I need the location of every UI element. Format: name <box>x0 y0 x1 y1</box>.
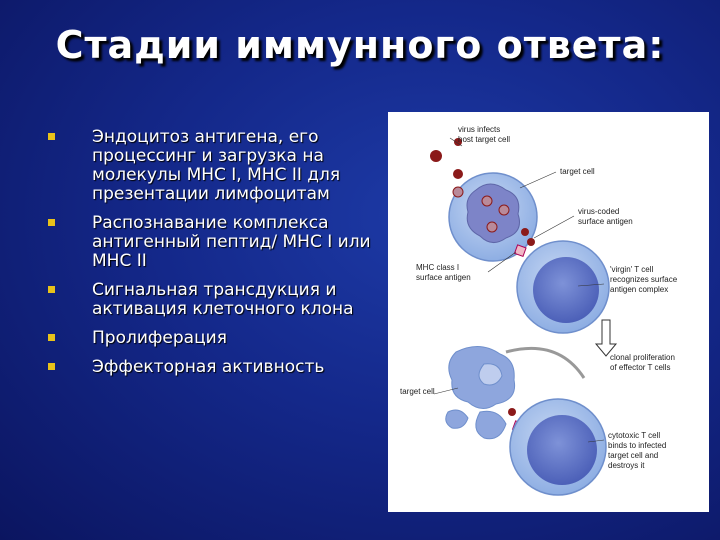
label-virus-coded: virus-coded <box>578 207 620 216</box>
label-clonal: clonal proliferation <box>610 353 675 362</box>
virus-particle <box>499 205 509 215</box>
label-target-cell: target cell <box>400 387 435 396</box>
virus-particle <box>487 222 497 232</box>
label-clonal: of effector T cells <box>610 363 671 372</box>
label-cytotoxic: target cell and <box>608 451 659 460</box>
label-virus-coded: surface antigen <box>578 217 633 226</box>
bullet-text: Эндоцитоз антигена, его процессинг и загрузка на молекулы MHC I, MHC II для презентации лимфоцитам <box>92 127 341 204</box>
page-title: Стадии иммунного ответа: <box>55 23 665 67</box>
label-virgin: antigen complex <box>610 285 669 294</box>
surface-antigen <box>521 228 529 236</box>
virus-particle <box>453 187 463 197</box>
down-arrow-icon <box>596 320 616 356</box>
t-cell-nucleus <box>527 415 597 485</box>
immune-response-figure <box>388 112 709 512</box>
list-item <box>44 214 374 271</box>
bullet-text: Распознавание комплекса антигенный пептид/ MHC I или MHC II <box>92 213 371 271</box>
virus-particle <box>453 169 463 179</box>
bullet-square-icon <box>48 286 55 293</box>
t-cell-nucleus <box>533 257 599 323</box>
label-cytotoxic: destroys it <box>608 461 645 470</box>
figure-drawing <box>388 112 709 512</box>
bullet-list <box>44 128 374 387</box>
label-target-cell: target cell <box>560 167 595 176</box>
bullet-square-icon <box>48 334 55 341</box>
label-cytotoxic: cytotoxic T cell <box>608 431 661 440</box>
label-cytotoxic: binds to infected <box>608 441 667 450</box>
bullet-square-icon <box>48 363 55 370</box>
bullet-text: Сигнальная трансдукция и активация клеточного клона <box>92 280 354 319</box>
label-virgin: recognizes surface <box>610 275 678 284</box>
label-virus-infects: virus infects <box>458 125 501 134</box>
label-mhc: surface antigen <box>416 273 471 282</box>
bullet-text: Эффекторная активность <box>92 357 325 377</box>
list-item <box>44 329 374 348</box>
bullet-text: Пролиферация <box>92 328 227 348</box>
list-item <box>44 358 374 377</box>
surface-antigen <box>527 238 535 246</box>
label-mhc: MHC class I <box>416 263 460 272</box>
virus-particle <box>482 196 492 206</box>
list-item <box>44 128 374 204</box>
label-virus-infects: host target cell <box>458 135 511 144</box>
bullet-square-icon <box>48 219 55 226</box>
target-cell-fragment <box>446 410 468 428</box>
curved-arrow-icon <box>506 348 584 378</box>
target-cell-fragment <box>476 411 506 439</box>
label-virgin: 'virgin' T cell <box>610 265 654 274</box>
bullet-square-icon <box>48 133 55 140</box>
virus-particle <box>430 150 442 162</box>
surface-antigen <box>508 408 516 416</box>
list-item <box>44 281 374 319</box>
